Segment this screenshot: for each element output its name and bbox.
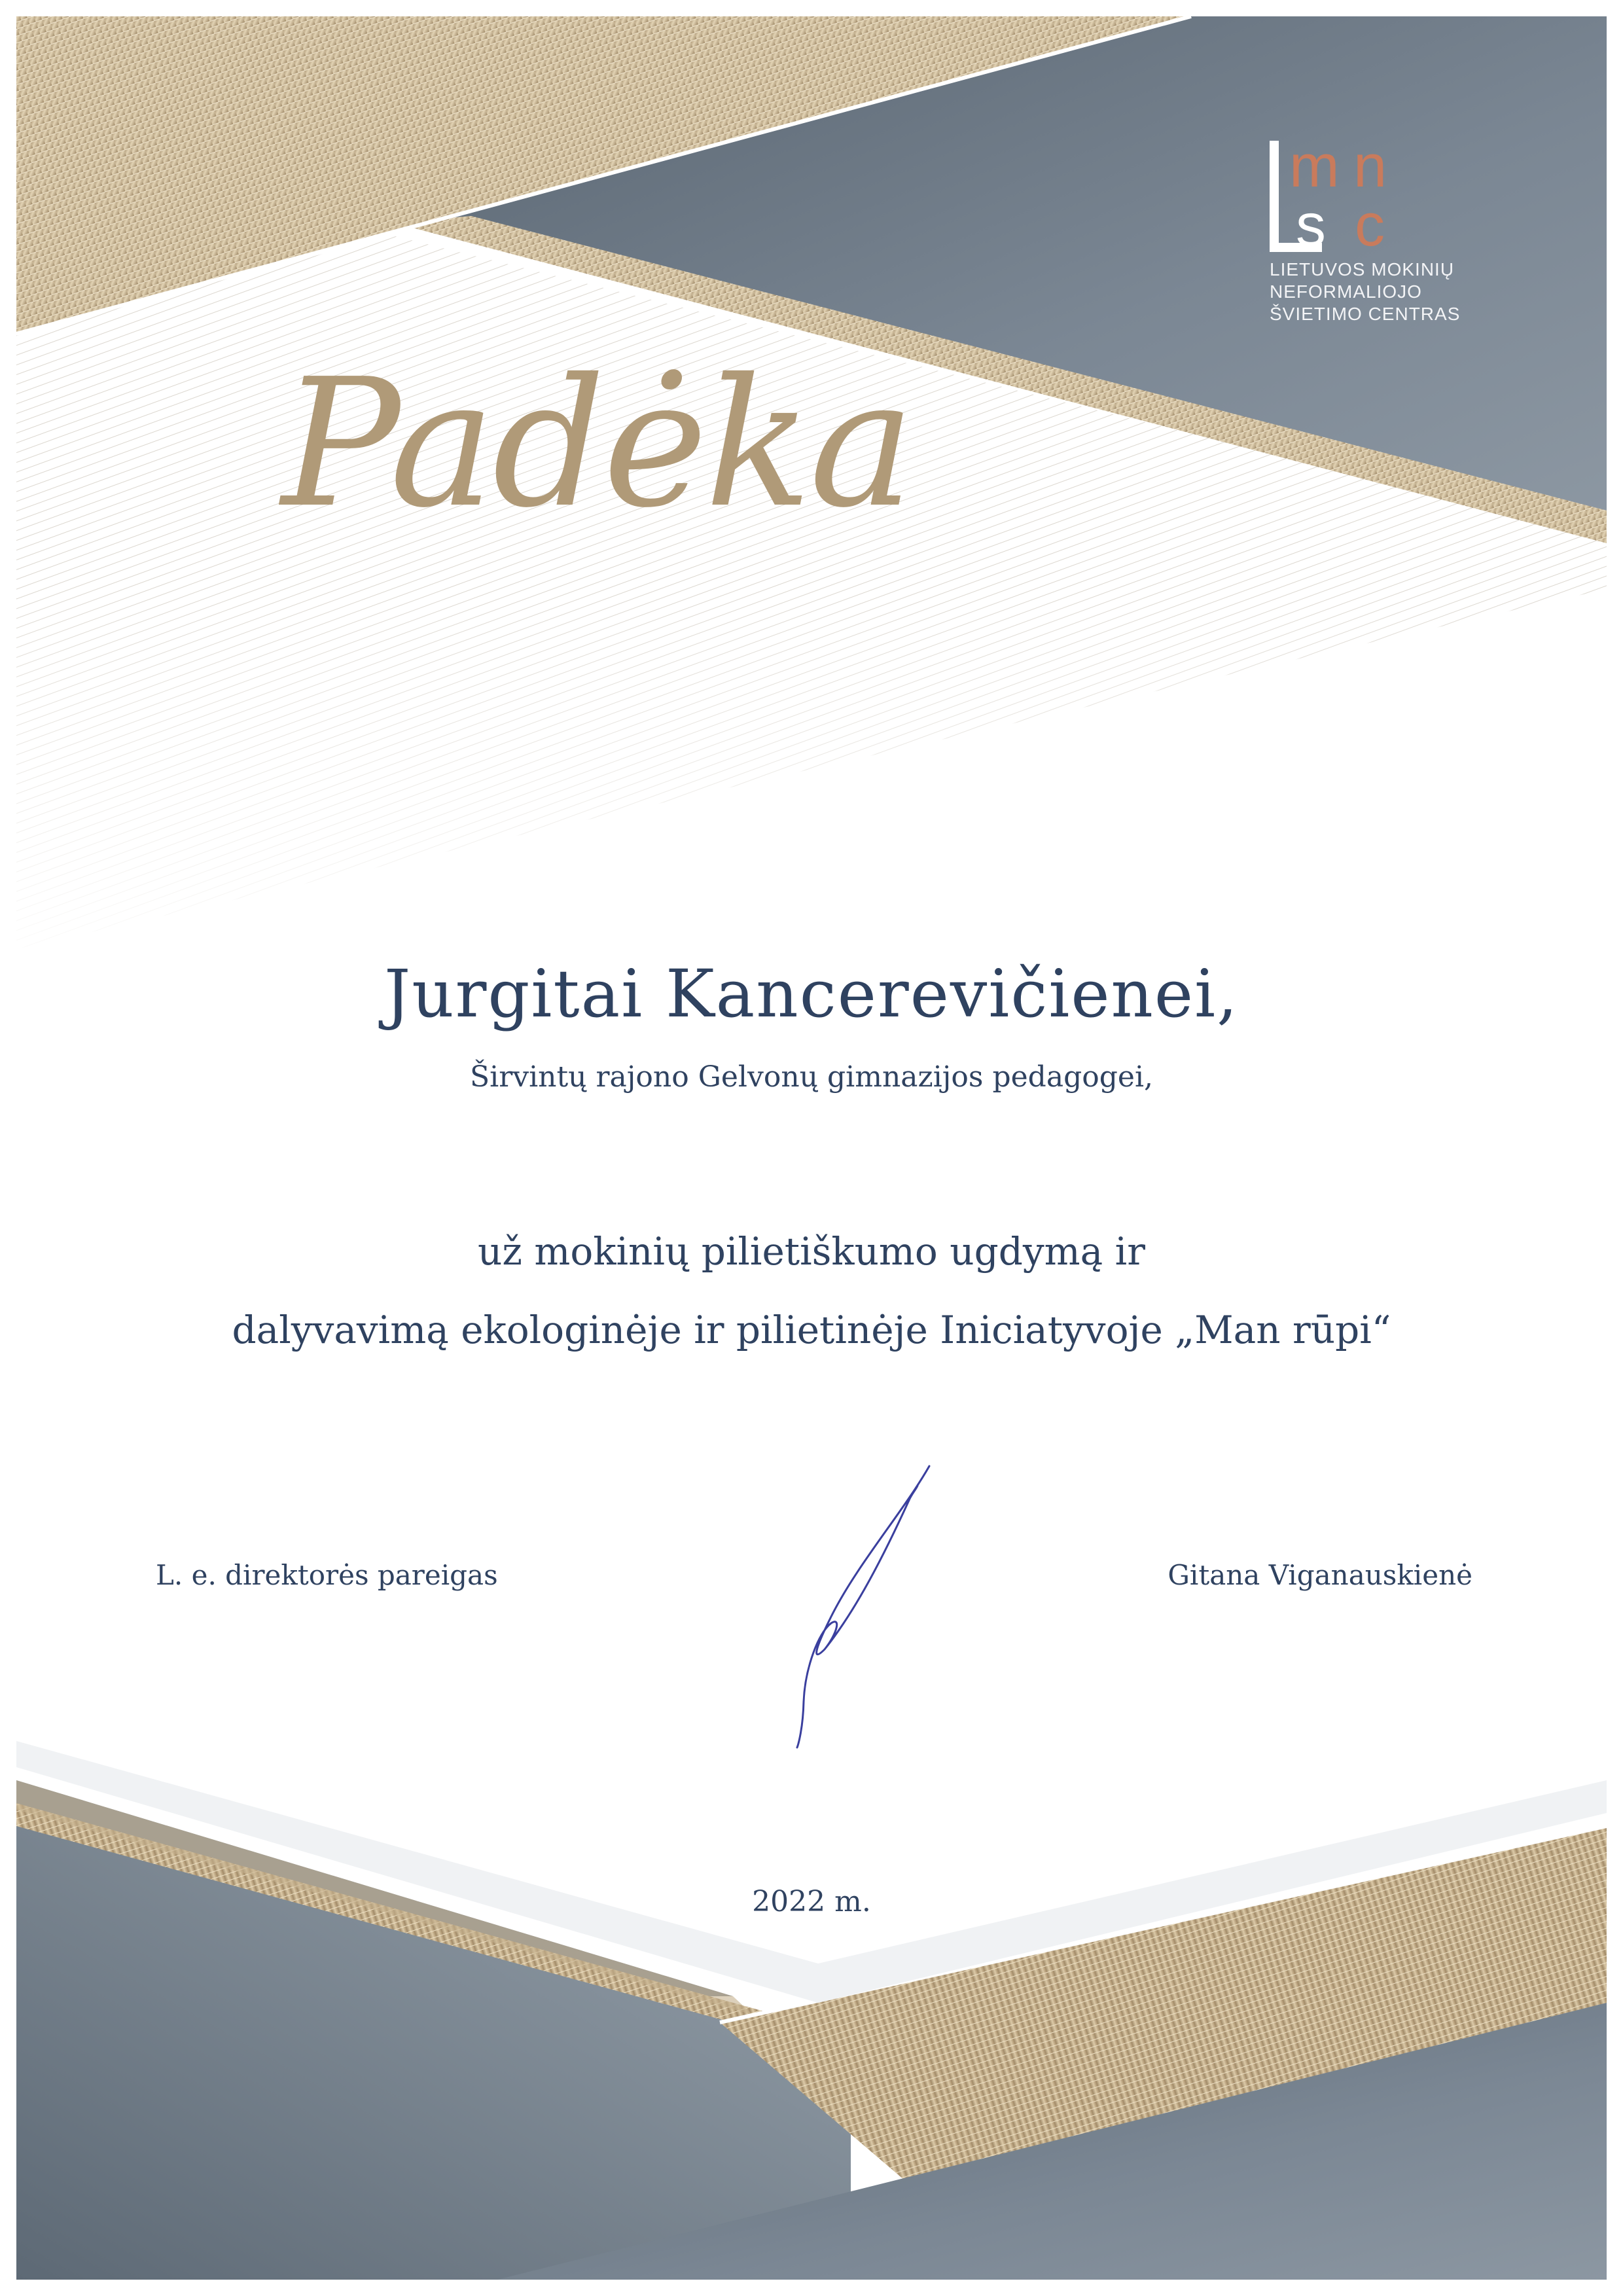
organization-logo [1270,134,1466,325]
reason-line-2: dalyvavimą ekologinėje ir pilietinėje Iniciatyvoje „Man rūpi“ [232,1308,1391,1352]
logo-letter-n: n [1353,134,1387,200]
certificate-title: Padėka [281,340,912,547]
signatory-position: L. e. direktorės pareigas [156,1559,498,1591]
logo-letter-m: m [1289,134,1340,200]
recipient-name: Jurgitai Kancerevičienei, [384,956,1239,1032]
issue-year: 2022 m. [752,1885,871,1918]
handwritten-signature [753,1453,949,1754]
recipient-role: Širvintų rajono Gelvonų gimnazijos pedagogei, [469,1060,1153,1094]
logo-text-line-3: ŠVIETIMO CENTRAS [1270,304,1461,324]
logo-text-line-1: LIETUVOS MOKINIŲ [1270,259,1455,279]
logo-text-line-2: NEFORMALIOJO [1270,281,1422,302]
logo-letter-c: c [1355,192,1385,259]
logo-letter-s: s [1296,192,1326,259]
reason-line-1: už mokinių pilietiškumo ugdymą ir [478,1229,1145,1274]
lmnsc-logo-icon [1270,134,1440,259]
signatory-name: Gitana Viganauskienė [1168,1559,1472,1591]
